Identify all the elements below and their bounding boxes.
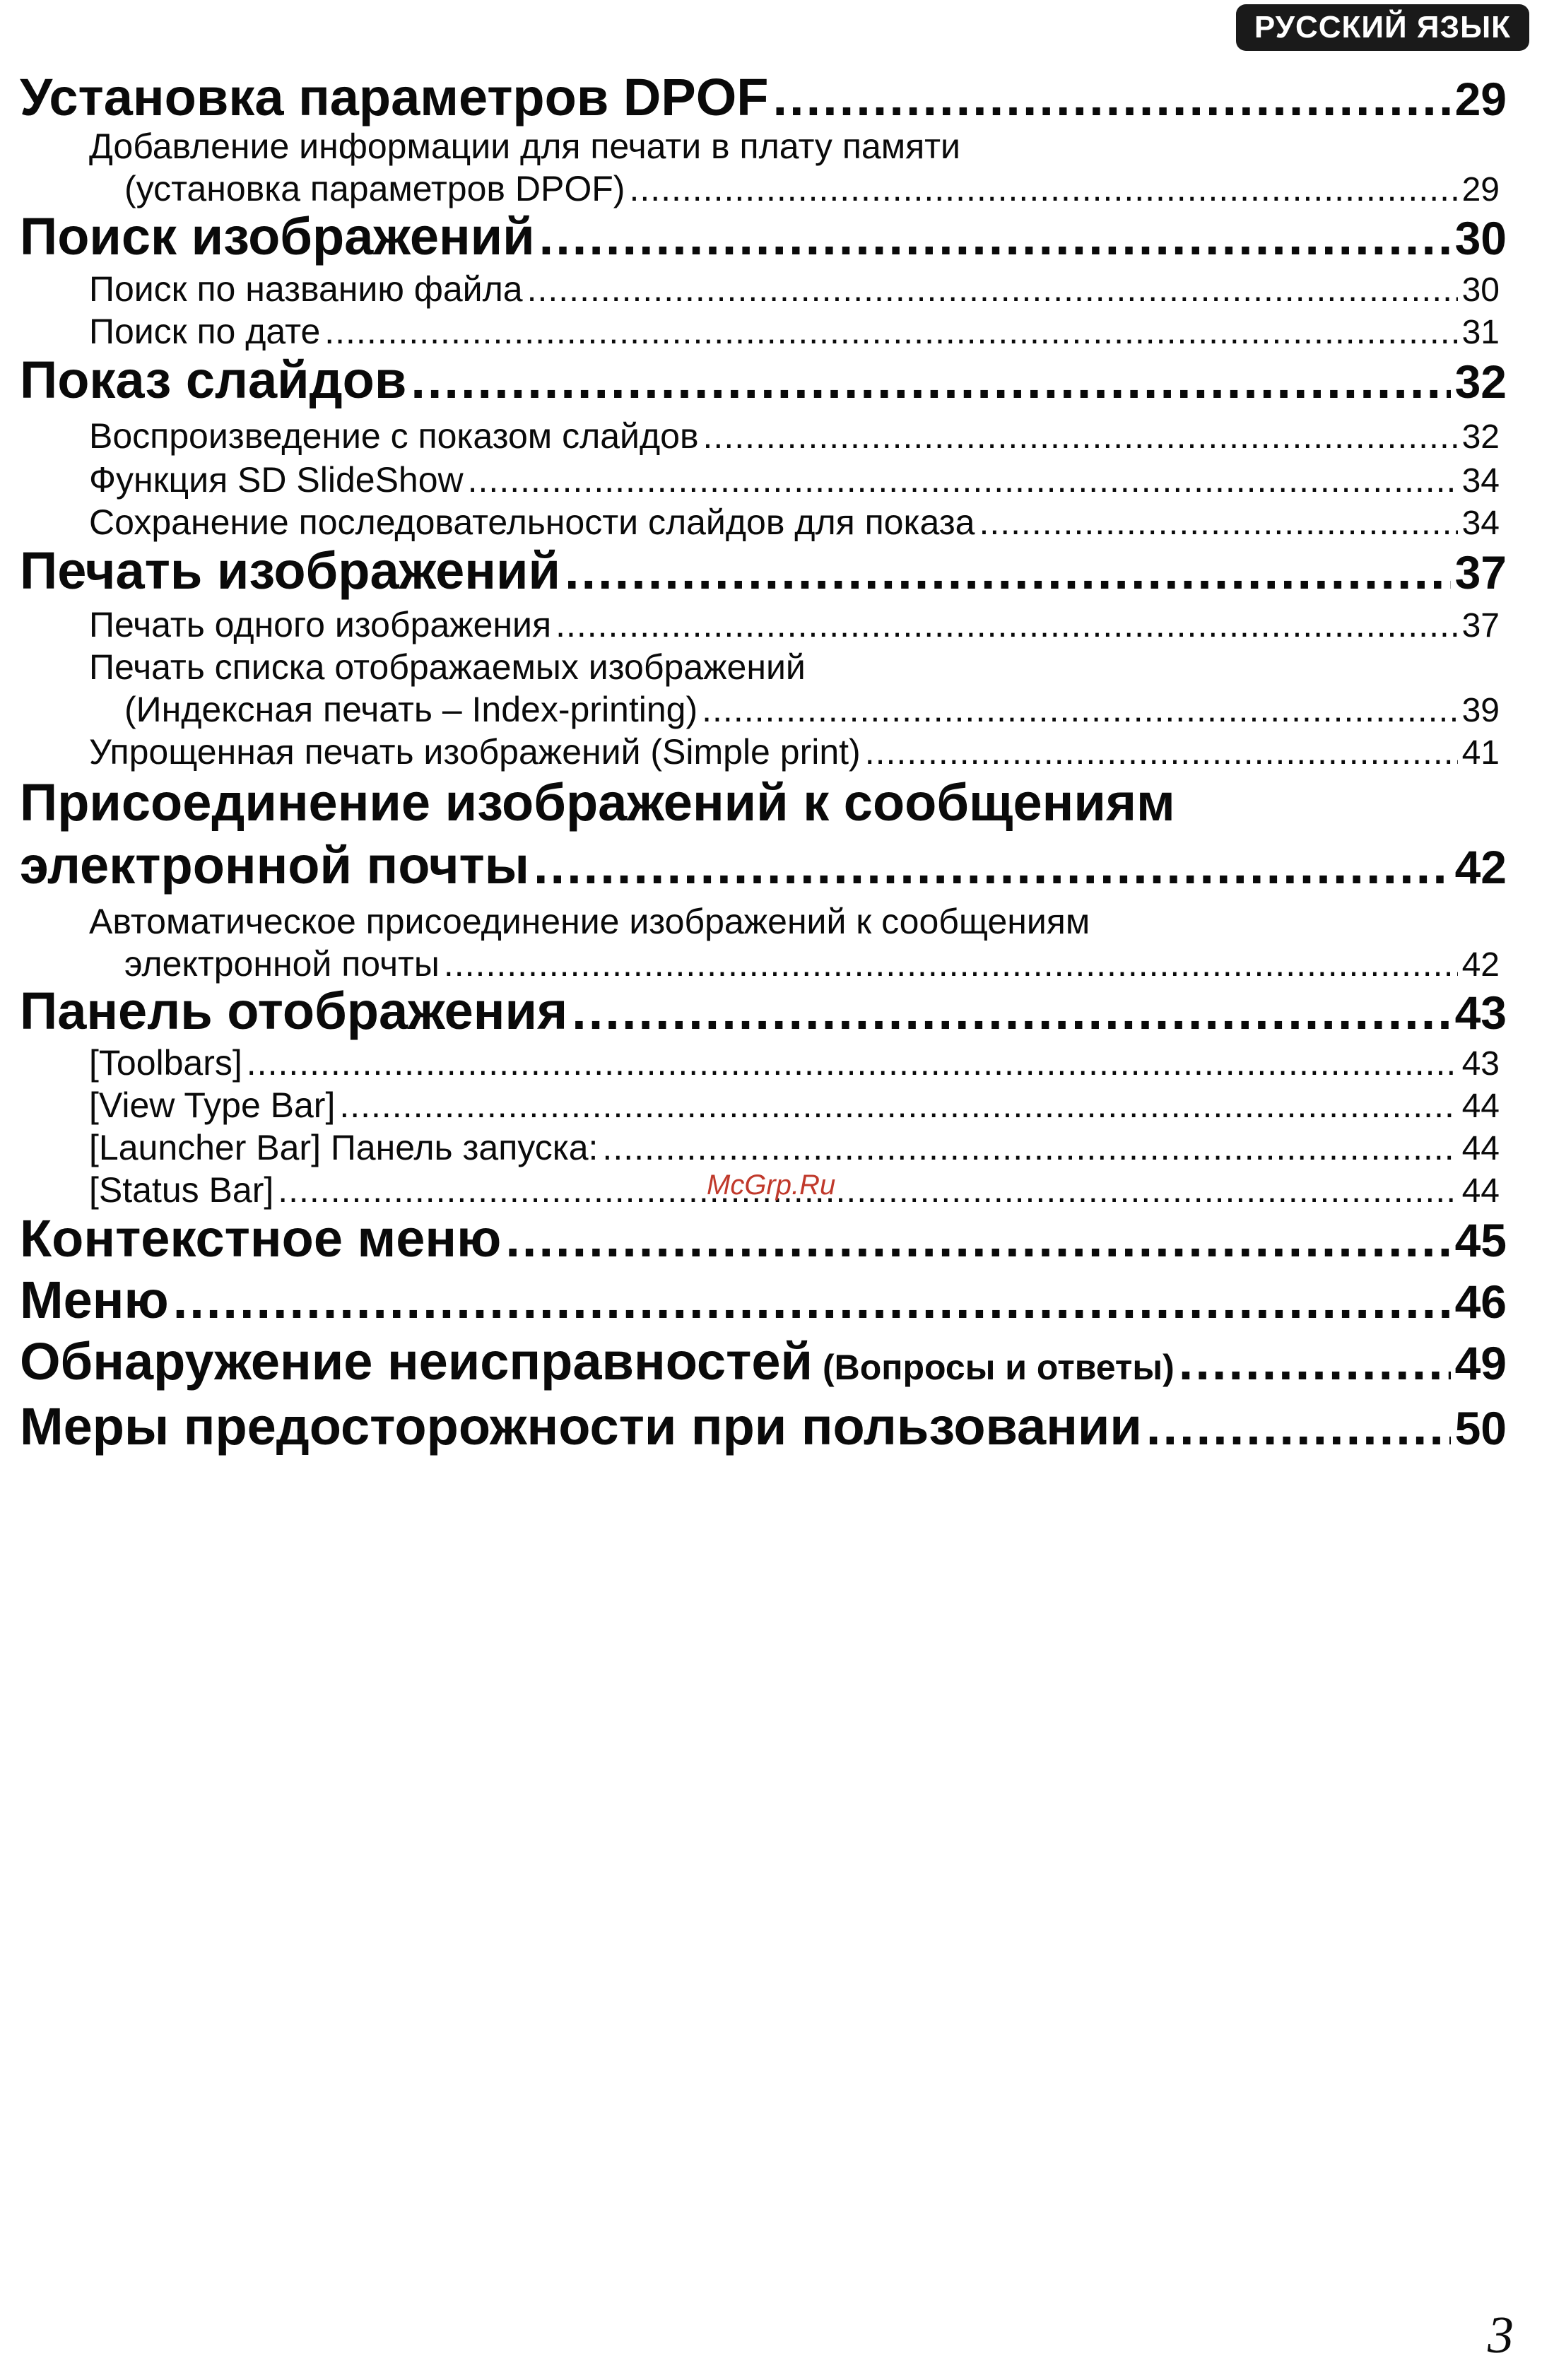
dot-leader [1179,1331,1451,1391]
dot-leader [539,206,1451,266]
toc-entry-title: [Status Bar] [89,1170,274,1210]
dot-leader [411,350,1450,410]
toc-subentry-print-single[interactable] [89,604,1500,645]
toc-subentry-view-type-bar[interactable] [89,1085,1500,1126]
toc-entry-title: Функция SD SlideShow [89,460,464,500]
toc-subentry-launcher-bar[interactable] [89,1127,1500,1168]
dot-leader [703,416,1458,456]
toc-entry-slideshow[interactable] [20,350,1507,410]
toc-subentry-save-sequence[interactable] [89,502,1500,543]
toc-entry-title: [Launcher Bar] Панель запуска: [89,1128,599,1167]
toc-entry-title: Печать изображений [20,541,560,600]
toc-entry-title: Воспроизведение с показом слайдов [89,416,699,456]
toc-entry-subtitle: (Вопросы и ответы) [822,1348,1175,1387]
dot-leader [278,1170,1457,1210]
toc-entry-page: 46 [1454,1276,1507,1328]
page-number: 3 [1488,2307,1514,2364]
watermark-text: McGrp.Ru [707,1170,836,1201]
toc-entry-page: 30 [1454,212,1507,264]
toc-entry-title: Панель отображения [20,982,568,1040]
toc-entry-page: 44 [1461,1172,1500,1210]
toc-subentry-search-filename[interactable] [89,269,1500,310]
toc-entry-page: 29 [1461,171,1500,208]
toc-entry-title: [View Type Bar] [89,1085,336,1125]
toc-subentry-dpof-setup[interactable] [124,168,1500,209]
toc-entry-title: Установка параметров DPOF [20,68,769,126]
toc-subentry-toolbars[interactable] [89,1042,1500,1083]
dot-leader [702,689,1457,730]
toc-subentry-auto-attach[interactable] [124,943,1500,984]
dot-leader [565,541,1451,601]
dot-leader [602,1127,1457,1168]
toc-entry-page: 30 [1461,271,1500,309]
toc-entry-page: 43 [1454,986,1507,1039]
toc-entry-search[interactable] [20,206,1507,266]
toc-entry-title: Поиск по дате [89,312,321,351]
toc-entry-page: 42 [1461,946,1500,984]
toc-entry-title: (Индексная печать – Index-printing) [124,690,698,729]
toc-entry-page: 32 [1454,355,1507,408]
toc-entry-page: 34 [1461,462,1500,500]
dot-leader [534,835,1451,895]
toc-entry-menu[interactable] [20,1270,1507,1330]
toc-entry-page: 44 [1461,1088,1500,1125]
toc-entry-page: 32 [1461,418,1500,456]
dot-leader [173,1270,1451,1330]
dot-leader [505,1208,1450,1268]
toc-entry-page: 49 [1454,1337,1507,1389]
toc-entry-page: 37 [1454,546,1507,599]
toc-entry-page: 34 [1461,505,1500,542]
dot-leader [979,502,1457,543]
toc-entry-print[interactable] [20,541,1507,601]
toc-entry-title: Поиск по названию файла [89,269,523,309]
dot-leader [572,981,1450,1041]
toc-entry-title: Упрощенная печать изображений (Simple print) [89,732,861,772]
toc-subentry-text: Печать списка отображаемых изображений [89,647,806,687]
toc-subentry-slideshow-playback[interactable] [89,416,1500,456]
toc-entry-title: Сохранение последовательности слайдов для показа [89,502,975,542]
toc-entry-dpof[interactable] [20,67,1507,127]
toc-subentry-search-date[interactable] [89,311,1500,352]
toc-subentry-text: Добавление информации для печати в плату памяти [89,126,960,166]
toc-entry-email[interactable] [20,835,1507,895]
toc-entry-page: 50 [1454,1402,1507,1454]
dot-leader [865,731,1458,772]
toc-entry-page: 37 [1461,607,1500,644]
toc-entry-title: Показ слайдов [20,350,407,409]
toc-entry-title: электронной почты [124,944,440,984]
toc-entry-title: электронной почты [20,836,529,895]
toc-entry-title: Поиск изображений [20,207,535,266]
toc-subentry-simple-print[interactable] [89,731,1500,772]
toc-subentry-sd-slideshow[interactable] [89,459,1500,500]
toc-entry-page: 42 [1454,841,1507,893]
dot-leader [324,311,1457,352]
toc-entry-page: 29 [1454,73,1507,125]
toc-entry-title: Обнаружение неисправностей [20,1332,813,1391]
toc-entry-title: Меры предосторожности при пользовании [20,1397,1142,1456]
toc-entry-title: Печать одного изображения [89,605,552,644]
toc-entry-page: 41 [1461,734,1500,772]
toc-entry-troubleshooting[interactable] [20,1331,1507,1391]
toc-entry-page: 44 [1461,1130,1500,1167]
dot-leader [1146,1396,1451,1456]
toc-entry-title: Меню [20,1271,169,1329]
toc-entry-title: (установка параметров DPOF) [124,169,625,208]
toc-entry-display-panel[interactable] [20,981,1507,1041]
dot-leader [339,1085,1457,1126]
toc-entry-page: 31 [1461,314,1500,351]
toc-entry-page: 45 [1454,1214,1507,1266]
toc-entry-precautions[interactable] [20,1396,1507,1456]
dot-leader [629,168,1457,209]
toc-entry-title: [Toolbars] [89,1043,242,1083]
dot-leader [247,1042,1458,1083]
dot-leader [555,604,1458,645]
toc-entry-title: Контекстное меню [20,1209,502,1268]
toc-subentry-text: Автоматическое присоединение изображений к сообщениям [89,902,1090,941]
language-badge: РУССКИЙ ЯЗЫК [1236,4,1529,51]
toc-entry-page: 43 [1461,1045,1500,1083]
toc-subentry-index-print[interactable] [124,689,1500,730]
dot-leader [468,459,1458,500]
toc-entry-text: Присоединение изображений к сообщениям [20,773,1175,832]
dot-leader [527,269,1458,310]
toc-entry-context-menu[interactable] [20,1208,1507,1268]
dot-leader [772,67,1450,127]
dot-leader [444,943,1458,984]
toc-entry-page: 39 [1461,692,1500,729]
